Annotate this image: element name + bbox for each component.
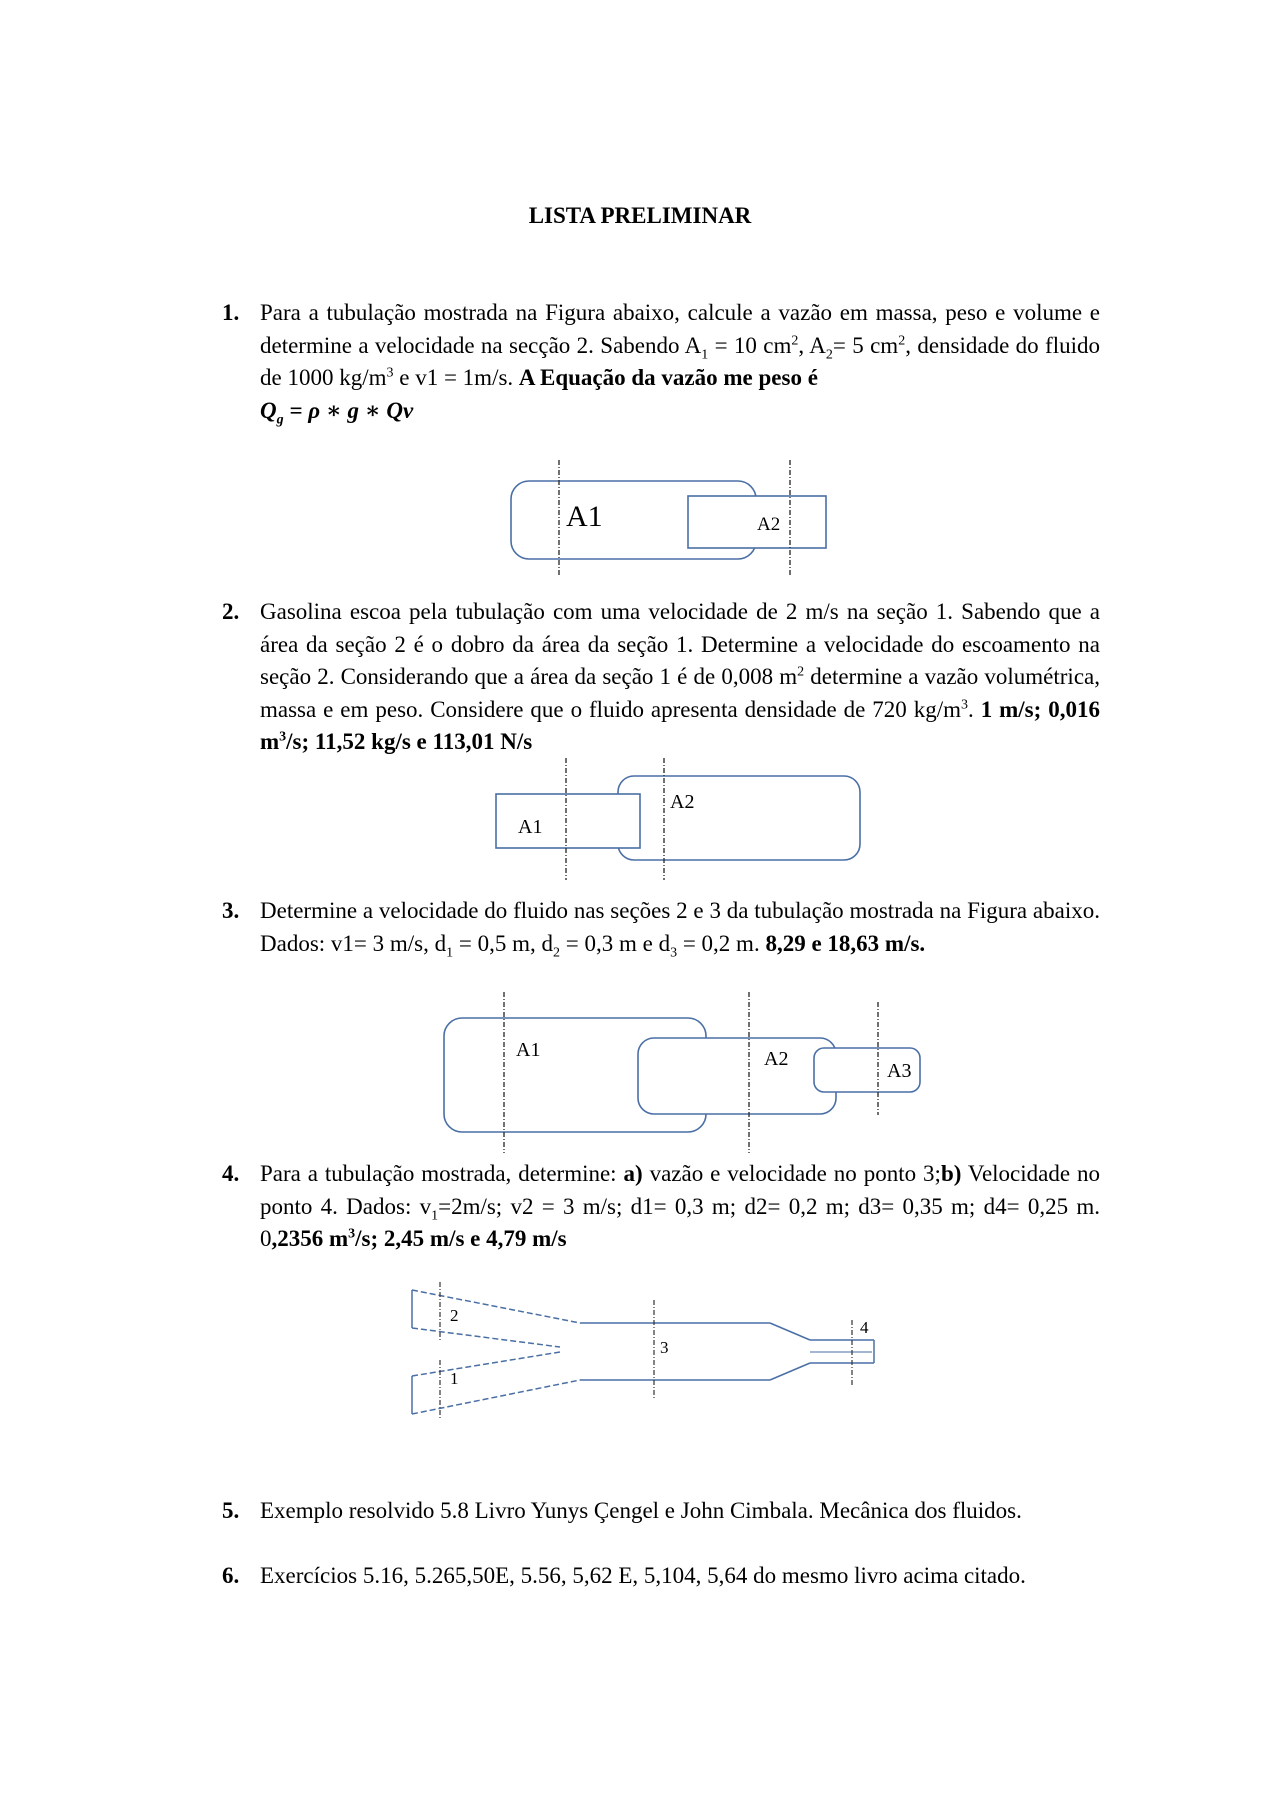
page-title: LISTA PRELIMINAR: [528, 203, 752, 228]
figure-pipe-1: [500, 458, 840, 578]
section-label-a2: A2: [757, 514, 781, 535]
section-label-a2: A2: [670, 791, 695, 813]
equation: $Q_g = \rho$ ∗ g ∗ Qv: [260, 397, 414, 428]
section-label-3: 3: [660, 1338, 669, 1357]
question-5: [222, 1495, 1100, 1528]
figure-pipe-3: [436, 990, 926, 1155]
answer: ,2356 $m^3/s$; 2,45 m/s e 4,79 m/s: [271, 1226, 567, 1251]
question-text: Determine a velocidade do fluido nas seções 2 e 3 da tubulação mostrada na Figura abaixo. Dados: v1= 3 m/s, $d_1 = 0,5$ m, $d_2 = 0,3$ m e $d_3 = 0,2$ m. 8,29 e 18,63 m/s.: [260, 898, 1100, 961]
question-number: 4.: [222, 1161, 240, 1186]
question-number: 5.: [222, 1498, 240, 1523]
question-3: [222, 895, 1100, 960]
question-text: Exemplo resolvido 5.8 Livro Yunys Çengel e John Cimbala. Mecânica dos fluidos.: [260, 1498, 1022, 1523]
question-number: 3.: [222, 898, 240, 923]
question-2: [222, 596, 1100, 759]
question-text: Para a tubulação mostrada na Figura abaixo, calcule a vazão em massa, peso e volume e determine a velocidade na secção 2. Sabendo $A_1 = 10$ $cm^2$, $A_2= 5$ $cm^2$, densidade do fluido de 1000 $kg/m^3$ e v1 = 1m/s. A Equação da vazão me peso é $Q_g = \rho$ ∗ g ∗ Qv: [260, 300, 1100, 428]
question-text: Gasolina escoa pela tubulação com uma velocidade de 2 m/s na seção 1. Sabendo que a área da seção 2 é o dobro da área da seção 1. Determine a velocidade do escoamento na seção 2. Considerando que a área da seção 1 é de 0,008 $m^2$ determine a vazão volumétrica, massa e em peso. Considere que o fluido apresenta densidade de 720 $kg/m^3$. 1 m/s; 0,016 $m^3/s$; 11,52 kg/s e 113,01 N/s: [260, 599, 1100, 754]
question-number: 1.: [222, 300, 240, 325]
question-1: [222, 297, 1100, 427]
section-label-4: 4: [860, 1318, 869, 1337]
question-text: Para a tubulação mostrada, determine: a) vazão e velocidade no ponto 3;b) Velocidade no ponto 4. Dados: $v_1=2m/s$; v2 = 3 m/s; d1= 0,3 m; d2= 0,2 m; d3= 0,35 m; d4= 0,25 m. 0,2356 $m^3/s$; 2,45 m/s e 4,79 m/s: [260, 1161, 1100, 1251]
equation-intro: A Equação da vazão me peso é: [518, 365, 818, 390]
answer: 1 m/s; 0,016 $m^3/s$; 11,52 kg/s e 113,01 N/s: [260, 696, 1100, 754]
figure-pipe-4: [400, 1280, 890, 1420]
question-number: 6.: [222, 1563, 240, 1588]
section-label-a2: A2: [764, 1048, 789, 1070]
section-label-a1: A1: [516, 1039, 541, 1061]
section-label-1: 1: [450, 1369, 459, 1388]
answer: 8,29 e 18,63 m/s.: [765, 930, 926, 956]
question-6: [222, 1560, 1100, 1593]
section-label-2: 2: [450, 1306, 459, 1325]
section-label-a3: A3: [887, 1060, 912, 1082]
question-text: Exercícios 5.16, 5.265,50E, 5.56, 5,62 E, 5,104, 5,64 do mesmo livro acima citado.: [260, 1563, 1026, 1588]
question-number: 2.: [222, 599, 240, 624]
question-4: [222, 1158, 1100, 1256]
figure-pipe-2: [488, 756, 872, 882]
section-label-a1: A1: [566, 500, 603, 533]
section-label-a1: A1: [518, 816, 543, 838]
